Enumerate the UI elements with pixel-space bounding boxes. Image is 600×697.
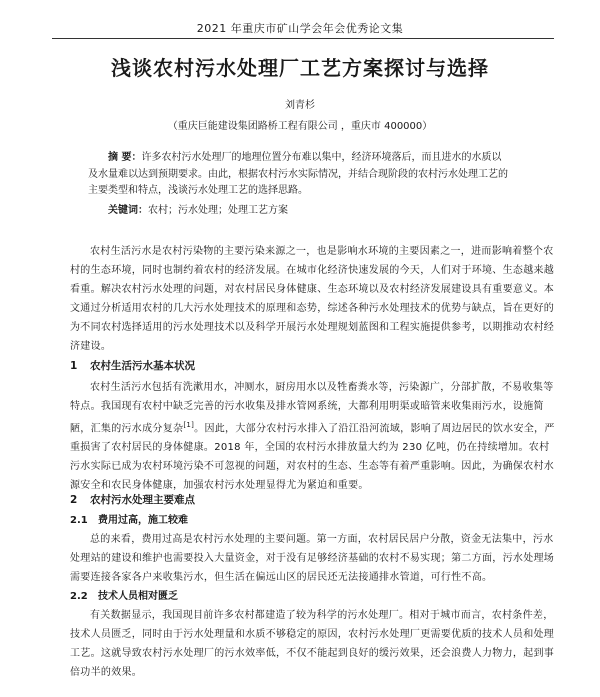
subsection-2-2-title: 技术人员相对匮乏: [98, 591, 178, 602]
subsection-2-2-number: 2.2: [70, 591, 88, 602]
section-1-title: 农村生活污水基本状况: [90, 360, 195, 372]
section-2-heading: [70, 492, 195, 507]
section-1-paragraph: [70, 378, 558, 495]
abstract-text: 许多农村污水处理厂的地理位置分布难以集中，经济环境落后，而且进水的水质以及水量难以达到预期要求。由此，根据农村污水实际情况，并结合现阶段的农村污水处理工艺的主要类型和特点，浅谈污水处理工艺的选择思路。: [88, 152, 508, 196]
keywords-label: 关键词：: [108, 205, 148, 216]
author-name: 刘青杉: [285, 100, 315, 111]
section-2-number: 2: [70, 494, 78, 506]
intro-paragraph: 农村生活污水是农村污染物的主要污染来源之一，也是影响水环境的主要因素之一，进而影响着整个农村的生态环境，同时也制约着农村的经济发展。在城市化经济快速发展的今天，人们对于环境、生态越来越看重。解决农村污水处理的问题，对农村居民身体健康、生态环境以及农村经济发展建设具有重要意义。本文通过分析适用农村的几大污水处理技术的原理和态势，综述各种污水处理技术的优势与缺点，旨在更好的为不同农村选择适用的污水处理技术以及科学开展污水处理规划蓝图和工程实施提供参考，以期推动农村经济建设。: [70, 246, 555, 352]
running-header: 2021 年重庆市矿山学会年会优秀论文集: [196, 22, 404, 35]
subsection-2-1-number: 2.1: [70, 515, 88, 526]
section-1-heading: [70, 358, 195, 373]
section-1-number: 1: [70, 360, 78, 372]
section-2-title: 农村污水处理主要难点: [90, 494, 195, 506]
subsection-2-2-paragraph: 有关数据显示，我国现目前许多农村都建造了较为科学的污水处理厂。相对于城市而言，农村条件差，技术人员匮乏，同时由于污水处理量和水质不够稳定的原因，农村污水处理厂更需要优质的技术人员和处理工艺。这就导致农村污水处理厂的污水效率低，不仅不能起到良好的缓污效果，还会浪费人力物力，起到事倍功半的效果。: [70, 610, 555, 678]
author-affiliation: （重庆巨能建设集团路桥工程有限公司 ，重庆市 400000）: [167, 121, 433, 132]
abstract-label: 摘 要：: [108, 152, 142, 163]
abstract: [88, 150, 510, 200]
header-divider: [52, 38, 554, 39]
keywords: [88, 203, 510, 220]
subsection-2-1-heading: [70, 511, 188, 526]
citation-ref: [1]: [183, 421, 195, 429]
section-1-text-a: 农村生活污水包括有洗漱用水，冲厕水，厨房用水以及牲畜粪水等，污染源广，分部扩散，不易收集等特点。我国现有农村中缺乏完善的污水收集及排水管网系统，大都利用明渠或暗管来收集雨污水，设施简陋，汇集的污水成分复杂: [70, 382, 554, 435]
subsection-2-1-paragraph: 总的来看，费用过高是农村污水处理的主要问题。第一方面，农村居民居户分散，资金无法集中，污水处理站的建设和维护也需要投入大量资金，对于没有足够经济基础的农村不易实现；第二方面，污水处理场需要连接各家各户来收集污水，但生活在偏远山区的居民还无法接通排水管道，可行性不高。: [70, 534, 555, 583]
paper-title: 浅谈农村污水处理厂工艺方案探讨与选择: [111, 56, 489, 80]
subsection-2-2-heading: [70, 587, 178, 602]
subsection-2-1-title: 费用过高，施工较难: [98, 515, 188, 526]
keywords-text: 农村；污水处理；处理工艺方案: [148, 205, 288, 216]
section-1-text-b: 。因此，大部分农村污水排入了沿江沿河流域，影响了周边居民的饮水安全，严重损害了农村居民的身体健康。2018 年，全国的农村污水排放量大约为 230 亿吨，仍在持续增加。农村污水实际已成为农村环境污染不可忽视的问题，对农村的生态、生态等有着严重影响。因此，为确保农村水源安全和农民身体健康，加强农村污水处理显得尤为紧迫和重要。: [70, 423, 555, 492]
